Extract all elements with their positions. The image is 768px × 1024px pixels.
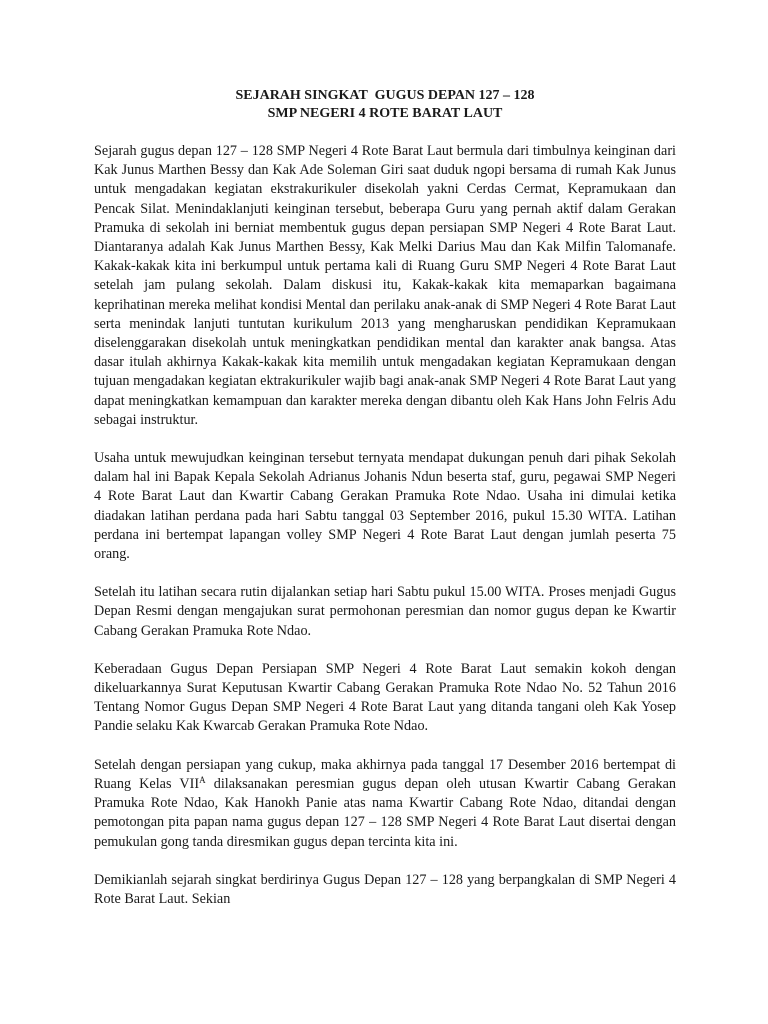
closing-paragraph: Demikianlah sejarah singkat berdirinya Gugus Depan 127 – 128 yang berpangkalan di SMP Negeri 4 Rote Barat Laut. Sekian bbox=[94, 871, 676, 907]
paragraph-4: Keberadaan Gugus Depan Persiapan SMP Negeri 4 Rote Barat Laut semakin kokoh dengan dikeluarkannya Surat Keputusan Kwartir Cabang Gerakan Pramuka Rote Ndao No. 52 Tahun 2016 Tentang Nomor Gugus Depan SMP Negeri 4 Rote Barat Laut yang ditanda tangani oleh Kak Yosep Pandie selaku Kak Kwarcab Gerakan Pramuka Rote Ndao. bbox=[94, 660, 676, 735]
title-line-2: SMP NEGERI 4 ROTE BARAT LAUT bbox=[267, 106, 503, 121]
paragraph-5-text-end: dilaksanakan peresmian gugus depan oleh utusan Kwartir Cabang Gerakan Pramuka Rote Ndao, Kak Hanokh Panie atas nama Kwartir Cabang Rote Ndao, ditandai dengan pemotongan pita papan nama gugus depan 127 – 128 SMP Negeri 4 Rote Barat Laut disertai dengan pemukulan gong tanda diresmikan gugus depan tercinta kita ini. bbox=[94, 775, 676, 850]
paragraph-5 bbox=[94, 756, 676, 852]
paragraph-2: Usaha untuk mewujudkan keinginan tersebut ternyata mendapat dukungan penuh dari pihak Sekolah dalam hal ini Bapak Kepala Sekolah Adrianus Johanis Ndun beserta staf, guru, pegawai SMP Negeri 4 Rote Barat Laut dan Kwartir Cabang Gerakan Pramuka Rote Ndao. Usaha ini dimulai ketika diadakan latihan perdana pada hari Sabtu tanggal 03 September 2016, pukul 15.30 WITA. Latihan perdana ini bertempat lapangan volley SMP Negeri 4 Rote Barat Laut dengan jumlah peserta 75 orang. bbox=[94, 450, 676, 563]
document-title bbox=[94, 87, 676, 123]
title-line-1: SEJARAH SINGKAT GUGUS DEPAN 127 – 128 bbox=[235, 88, 535, 103]
paragraph-1: Sejarah gugus depan 127 – 128 SMP Negeri 4 Rote Barat Laut bermula dari timbulnya keinginan dari Kak Junus Marthen Bessy dan Kak Ade Soleman Giri saat duduk ngopi bersama di rumah Kak Junus untuk mengadakan kegiatan ekstrakurikuler disekolah yakni Cerdas Cermat, Kepramukaan dan Pencak Silat. Menindaklanjuti keinginan tersebut, beberapa Guru yang pernah aktif dalam Gerakan Pramuka di sekolah ini berniat membentuk gugus depan persiapan SMP Negeri 4 Rote Barat Laut. Diantaranya adalah Kak Junus Marthen Bessy, Kak Melki Darius Mau dan Kak Milfin Talomanafe. Kakak-kakak kita ini berkumpul untuk pertama kali di Ruang Guru SMP Negeri 4 Rote Barat Laut setelah jam pulang sekolah. Dalam diskusi itu, Kakak-kakak kita memaparkan bagaimana keprihatinan mereka melihat kondisi Mental dan perilaku anak-anak di SMP Negeri 4 Rote Barat Laut serta menindak lanjuti tuntutan kurikulum 2013 yang mengharuskan pendidikan Kepramukaan diselenggarakan disekolah untuk meningkatkan pendidikan mental dan karakter anak bangsa. Atas dasar itulah akhirnya Kakak-kakak kita memilih untuk mengadakan kegiatan Kepramukaan dengan tujuan mengadakan kegiatan ektrakurikuler wajib bagi anak-anak SMP Negeri 4 Rote Barat Laut yang dapat meningkatkan kemampuan dan karakter mereka dengan dibantu oleh Kak Hans John Felris Adu sebagai instruktur. bbox=[94, 143, 676, 428]
class-superscript: A bbox=[199, 774, 206, 785]
document-page bbox=[94, 87, 676, 928]
paragraph-3: Setelah itu latihan secara rutin dijalankan setiap hari Sabtu pukul 15.00 WITA. Proses menjadi Gugus Depan Resmi dengan mengajukan surat permohonan peresmian dan nomor gugus depan ke Kwartir Cabang Gerakan Pramuka Rote Ndao. bbox=[94, 584, 676, 639]
paragraph-5-text-start: Setelah dengan persiapan yang cukup, maka akhirnya pada tanggal 17 Desember 2016 bertempat di Ruang Kelas VII bbox=[94, 756, 676, 792]
